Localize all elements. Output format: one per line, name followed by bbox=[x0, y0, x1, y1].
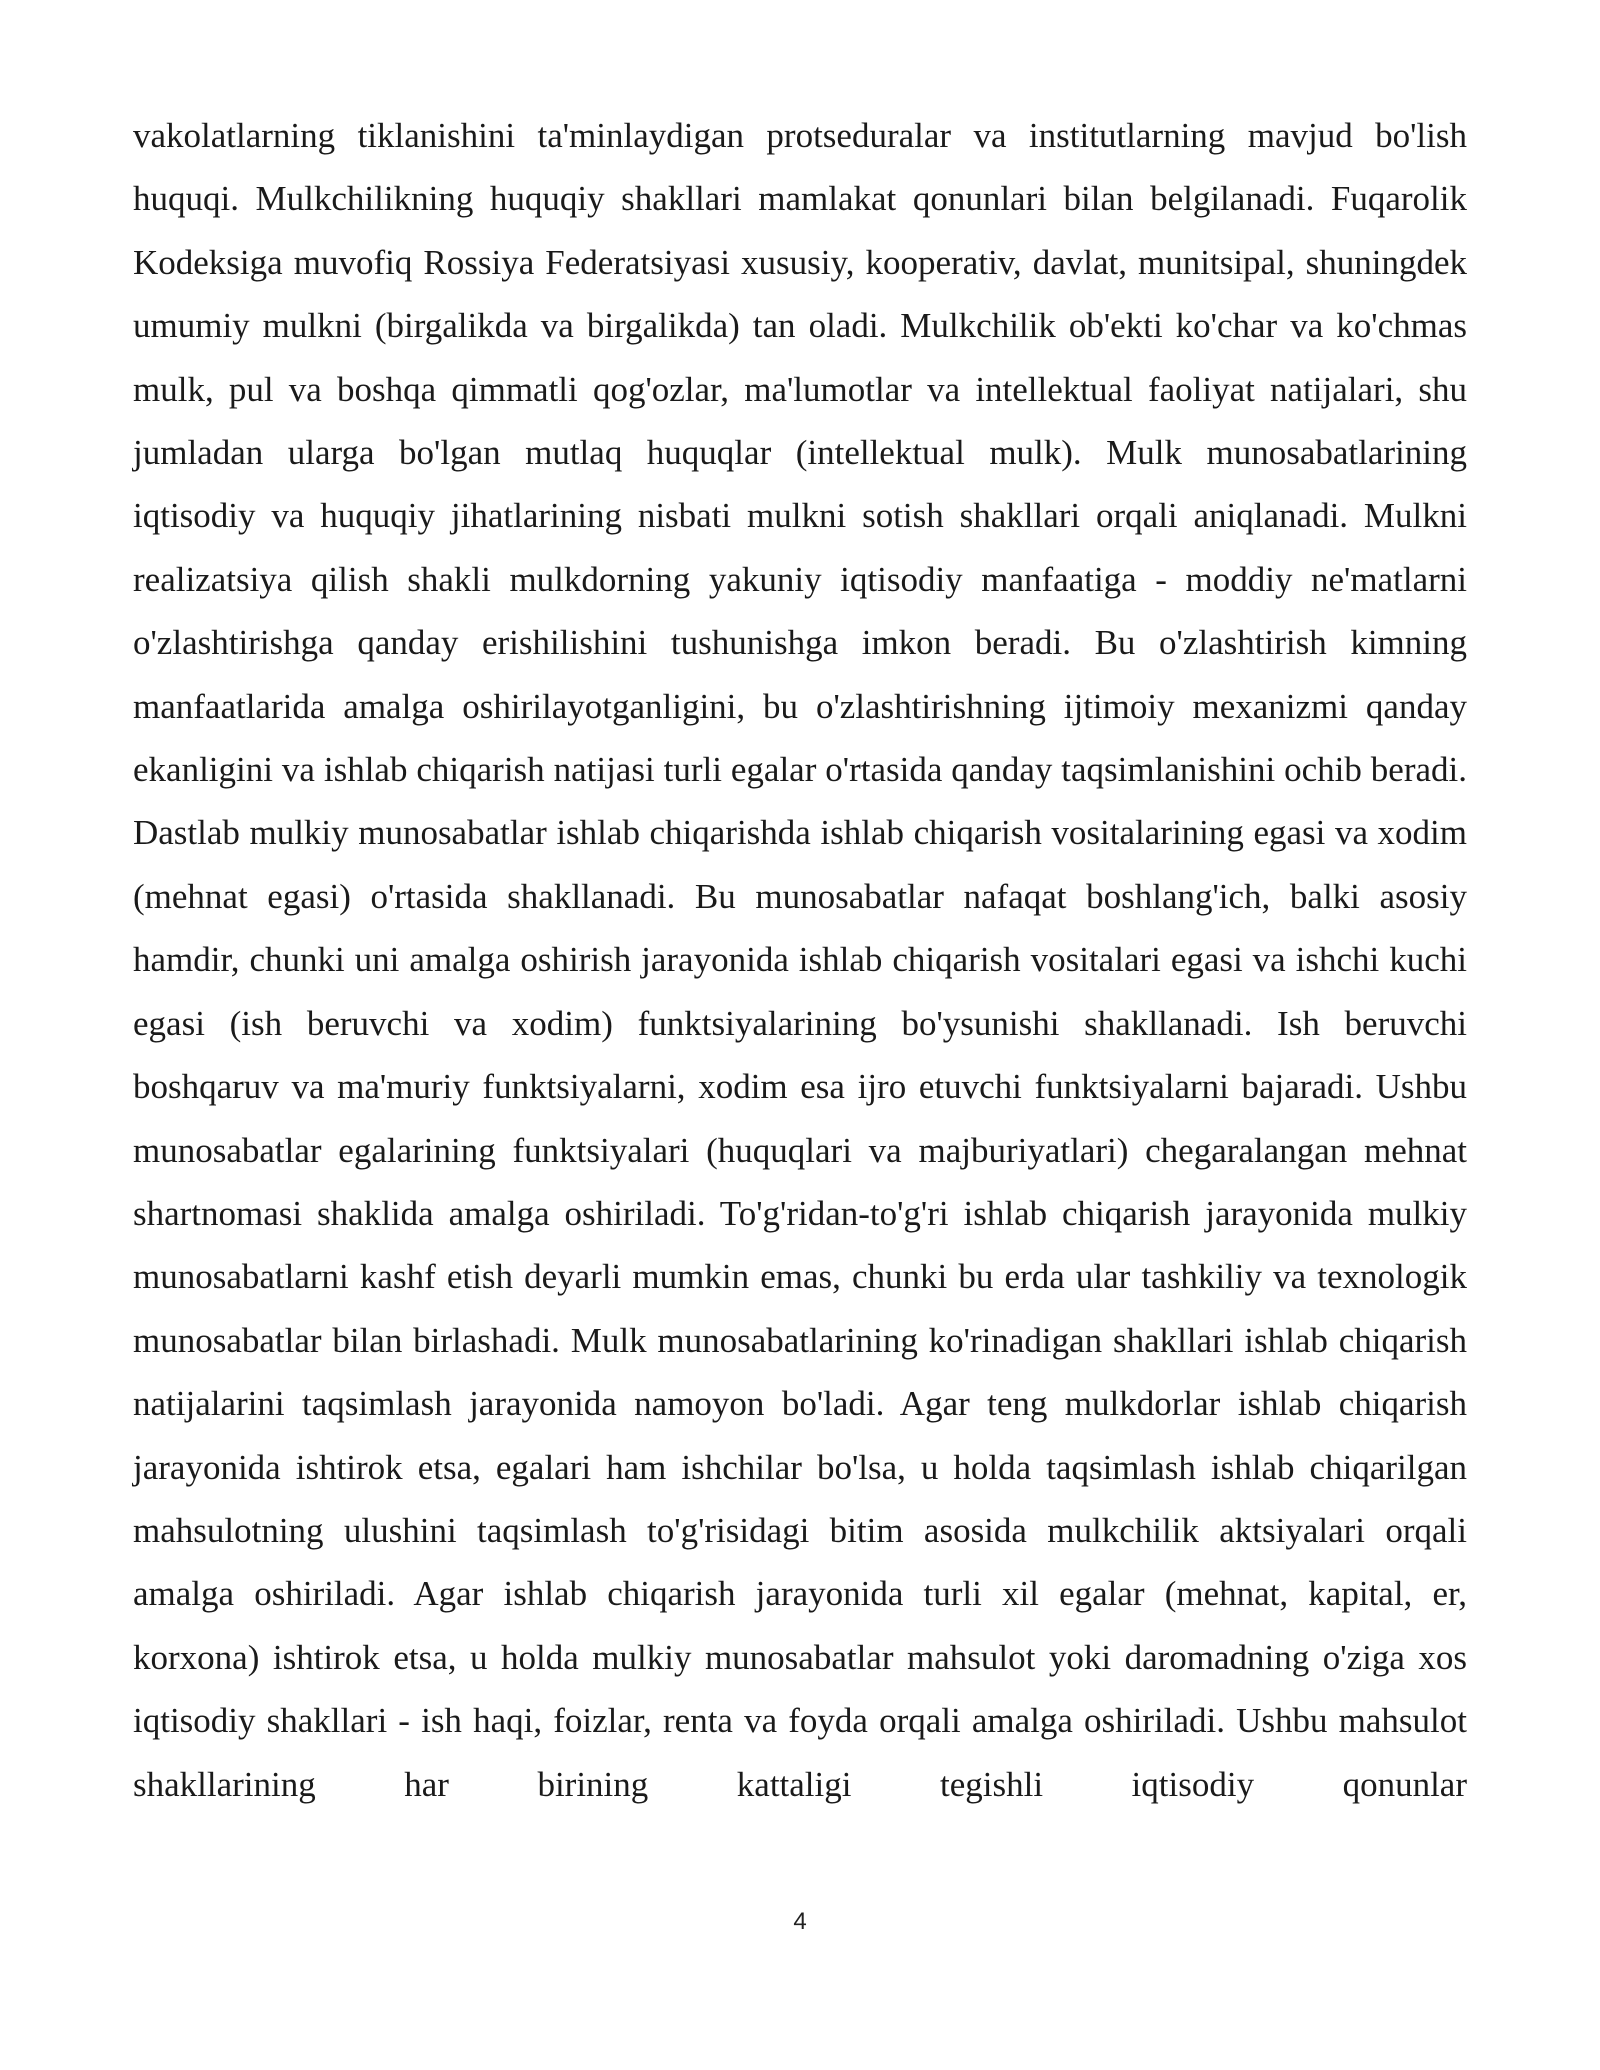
page-number: 4 bbox=[793, 1908, 807, 1935]
body-paragraph: vakolatlarning tiklanishini ta'minlaydigan protseduralar va institutlarning mavjud bo'lish huquqi. Mulkchilikning huquqiy shakllari mamlakat qonunlari bilan belgilanadi. Fuqarolik Kodeksiga muvofiq Rossiya Federatsiyasi xususiy, kooperativ, davlat, munitsipal, shuningdek umumiy mulkni (birgalikda va birgalikda) tan oladi. Mulkchilik ob'ekti ko'char va ko'chmas mulk, pul va boshqa qimmatli qog'ozlar, ma'lumotlar va intellektual faoliyat natijalari, shu jumladan ularga bo'lgan mutlaq huquqlar (intellektual mulk). Mulk munosabatlarining iqtisodiy va huquqiy jihatlarining nisbati mulkni sotish shakllari orqali aniqlanadi. Mulkni realizatsiya qilish shakli mulkdorning yakuniy iqtisodiy manfaatiga - moddiy ne'matlarni o'zlashtirishga qanday erishilishini tushunishga imkon beradi. Bu o'zlashtirish kimning manfaatlarida amalga oshirilayotganligini, bu o'zlashtirishning ijtimoiy mexanizmi qanday ekanligini va ishlab chiqarish natijasi turli egalar o'rtasida qanday taqsimlanishini ochib beradi. Dastlab mulkiy munosabatlar ishlab chiqarishda ishlab chiqarish vositalarining egasi va xodim (mehnat egasi) o'rtasida shakllanadi. Bu munosabatlar nafaqat boshlang'ich, balki asosiy hamdir, chunki uni amalga oshirish jarayonida ishlab chiqarish vositalari egasi va ishchi kuchi egasi (ish beruvchi va xodim) funktsiyalarining bo'ysunishi shakllanadi. Ish beruvchi boshqaruv va ma'muriy funktsiyalarni, xodim esa ijro etuvchi funktsiyalarni bajaradi. Ushbu munosabatlar egalarining funktsiyalari (huquqlari va majburiyatlari) chegaralangan mehnat shartnomasi shaklida amalga oshiriladi. To'g'ridan-to'g'ri ishlab chiqarish jarayonida mulkiy munosabatlarni kashf etish deyarli mumkin emas, chunki bu erda ular tashkiliy va texnologik munosabatlar bilan birlashadi. Mulk munosabatlarining ko'rinadigan shakllari ishlab chiqarish natijalarini taqsimlash jarayonida namoyon bo'ladi. Agar teng mulkdorlar ishlab chiqarish jarayonida ishtirok etsa, egalari ham ishchilar bo'lsa, u holda taqsimlash ishlab chiqarilgan mahsulotning ulushini taqsimlash to'g'risidagi bitim asosida mulkchilik aktsiyalari orqali amalga oshiriladi. Agar ishlab chiqarish jarayonida turli xil egalar (mehnat, kapital, er, korxona) ishtirok etsa, u holda mulkiy munosabatlar mahsulot yoki daromadning o'ziga xos iqtisodiy shakllari - ish haqi, foizlar, renta va foyda orqali amalga oshiriladi. Ushbu mahsulot shakllarining har birining kattaligi tegishli iqtisodiy qonunlar bbox=[133, 116, 1467, 1804]
